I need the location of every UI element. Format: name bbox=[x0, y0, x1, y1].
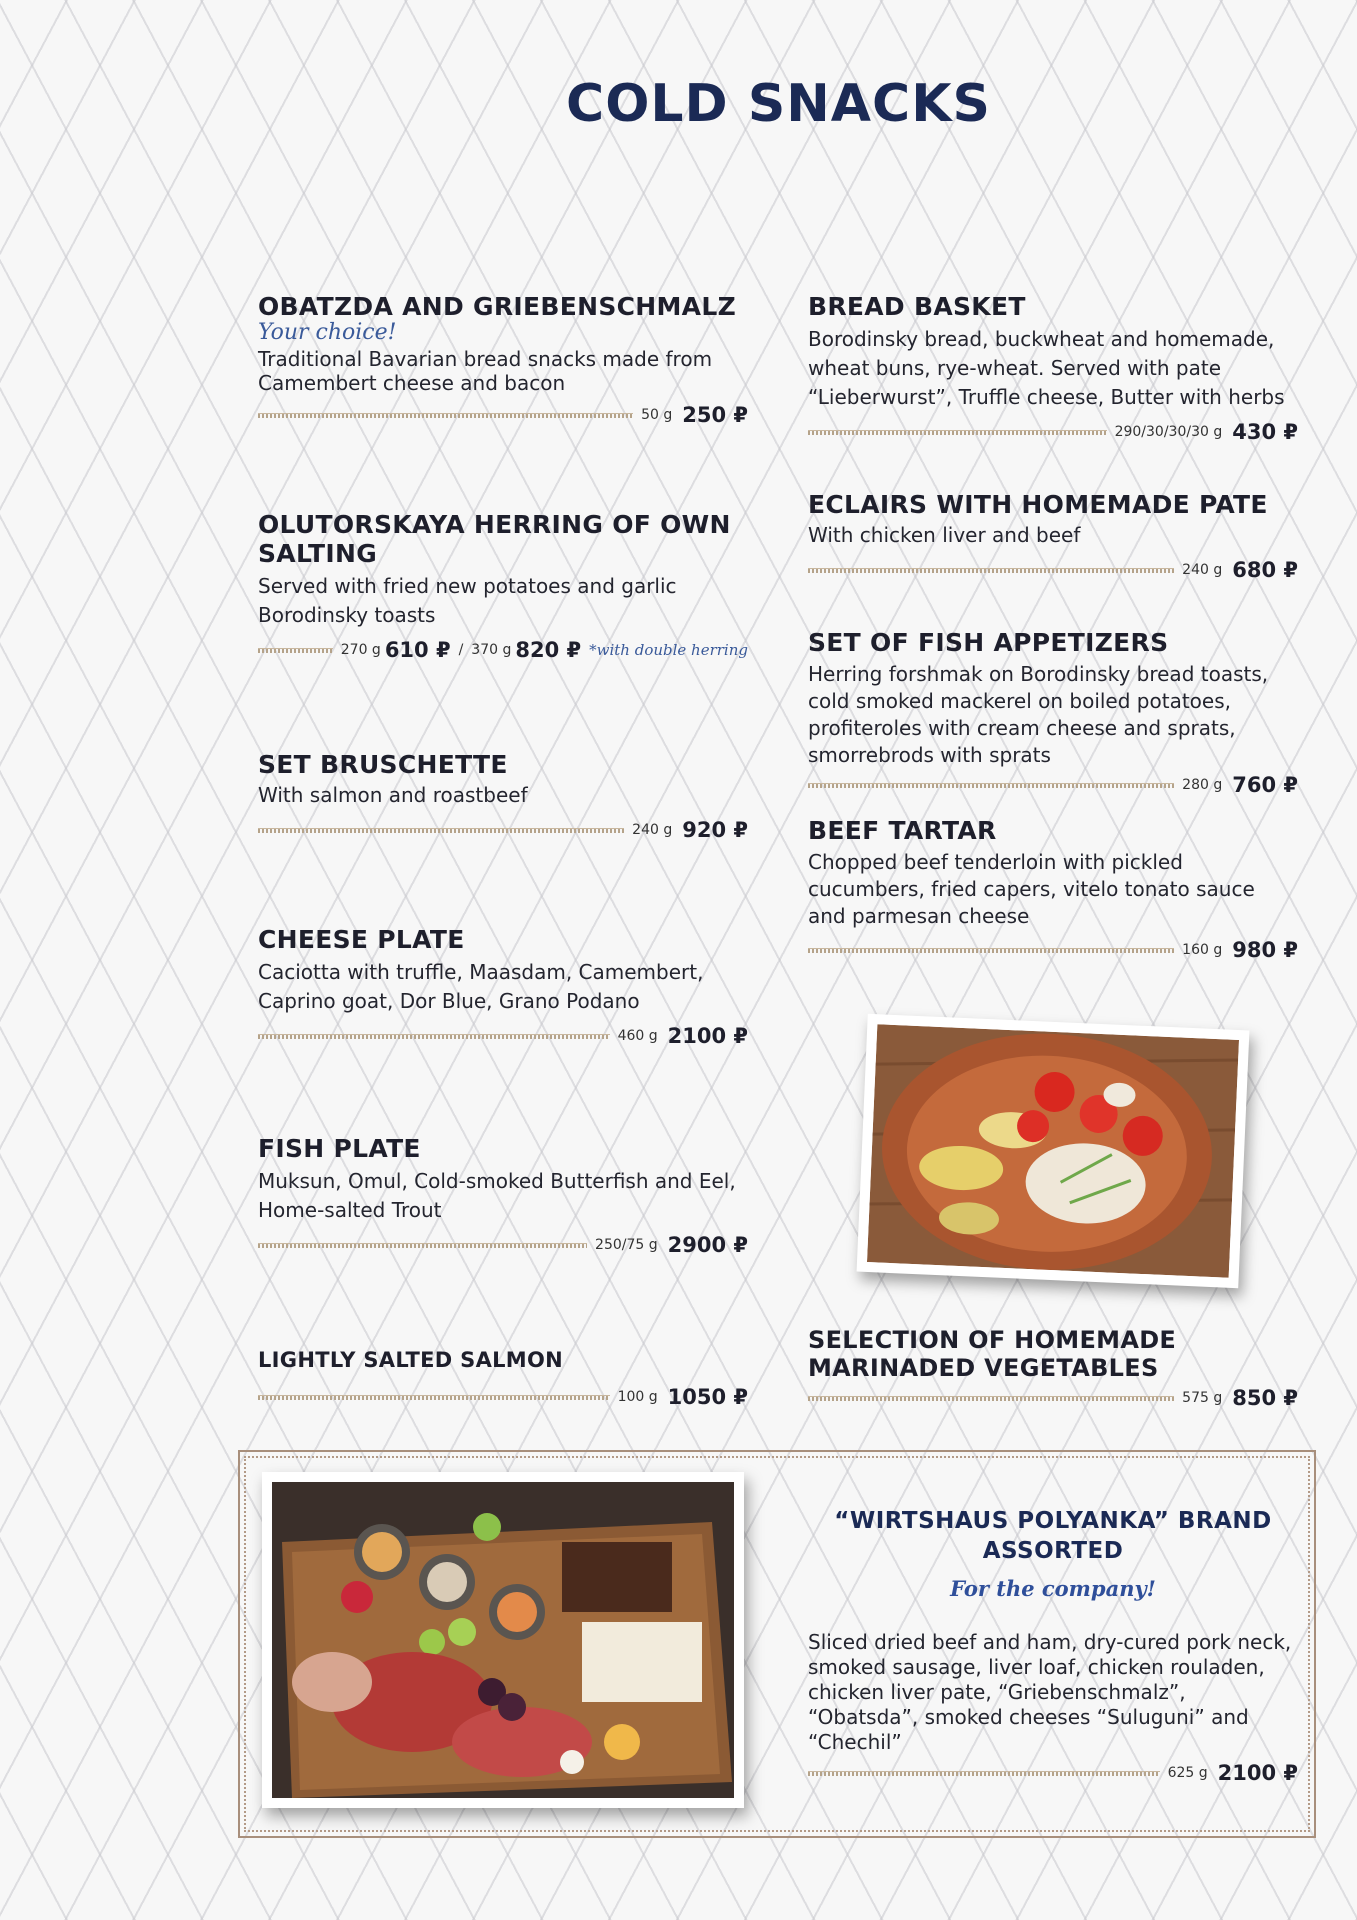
menu-item-obatzda bbox=[258, 292, 748, 429]
item-price: 680 ₽ bbox=[1232, 558, 1298, 582]
item-weight: 460 g bbox=[617, 1028, 658, 1044]
assorted-platter-image bbox=[272, 1482, 734, 1798]
item-description: Borodinsky bread, buckwheat and homemade, wheat buns, rye-wheat. Served with pate “Lieberwurst”, Truffle cheese, Butter with herbs bbox=[808, 327, 1285, 409]
item-price: 760 ₽ bbox=[1232, 773, 1298, 797]
dotted-rule bbox=[808, 948, 1174, 953]
item-weight: 290/30/30/30 g bbox=[1114, 424, 1223, 440]
item-name: ECLAIRS WITH HOMEMADE PATE bbox=[808, 490, 1268, 519]
item-description: With salmon and roastbeef bbox=[258, 783, 528, 807]
price-row bbox=[258, 1231, 748, 1259]
price-row bbox=[808, 1759, 1298, 1787]
item-price-2: 820 ₽ bbox=[515, 638, 582, 662]
assorted-platter-photo bbox=[262, 1472, 744, 1808]
marinated-vegetables-image bbox=[867, 1024, 1239, 1278]
item-price: 250 ₽ bbox=[682, 403, 748, 427]
item-name: BEEF TARTAR bbox=[808, 816, 997, 845]
item-description: Caciotta with truffle, Maasdam, Camembert, Caprino goat, Dor Blue, Grano Podano bbox=[258, 960, 704, 1013]
item-name: CHEESE PLATE bbox=[258, 925, 465, 954]
item-weight: 50 g bbox=[641, 407, 673, 423]
featured-item-description: Sliced dried beef and ham, dry-cured pork neck, smoked sausage, liver loaf, chicken rouladen, chicken liver pate, “Griebenschmalz”, “Obatsda”, smoked cheeses “Suluguni” and “Chechil” bbox=[808, 1630, 1292, 1754]
price-row bbox=[258, 401, 748, 429]
price-separator: / bbox=[458, 642, 464, 658]
dotted-rule bbox=[808, 568, 1174, 573]
price-row bbox=[258, 636, 748, 664]
item-price: 1050 ₽ bbox=[667, 1385, 748, 1409]
item-weight: 160 g bbox=[1182, 942, 1223, 958]
price-row bbox=[258, 816, 748, 844]
price-row bbox=[808, 771, 1298, 799]
dotted-rule bbox=[258, 1243, 587, 1248]
price-row bbox=[808, 936, 1298, 964]
menu-item-fish-appetizers bbox=[808, 628, 1298, 799]
item-name: SELECTION OF HOMEMADE MARINADED VEGETABLES bbox=[808, 1326, 1177, 1382]
marinated-vegetables-photo bbox=[857, 1014, 1250, 1288]
item-note: *with double herring bbox=[589, 641, 748, 659]
price-row bbox=[258, 1022, 748, 1050]
dotted-rule bbox=[808, 1396, 1174, 1401]
menu-item-eclairs bbox=[808, 490, 1298, 584]
item-description: Herring forshmak on Borodinsky bread toasts, cold smoked mackerel on boiled potatoes, profiteroles with cream cheese and sprats, smorrebrods with sprats bbox=[808, 662, 1269, 767]
dotted-rule bbox=[258, 1395, 610, 1400]
item-name: SET BRUSCHETTE bbox=[258, 750, 508, 779]
item-tag: Your choice! bbox=[258, 320, 397, 345]
featured-item-name: “WIRTSHAUS POLYANKA” BRAND ASSORTED bbox=[834, 1508, 1272, 1564]
menu-item-herring bbox=[258, 510, 748, 664]
item-name: SET OF FISH APPETIZERS bbox=[808, 628, 1169, 657]
menu-item-cheese-plate bbox=[258, 925, 748, 1050]
menu-item-bruschette bbox=[258, 750, 748, 844]
dotted-rule bbox=[808, 1771, 1160, 1776]
item-price: 610 ₽ bbox=[384, 638, 451, 662]
featured-item-header bbox=[808, 1506, 1298, 1601]
item-weight: 280 g bbox=[1182, 777, 1223, 793]
item-price: 980 ₽ bbox=[1232, 938, 1298, 962]
price-row bbox=[808, 1384, 1298, 1412]
item-price: 850 ₽ bbox=[1232, 1386, 1298, 1410]
featured-item-weight: 625 g bbox=[1167, 1765, 1208, 1781]
price-row bbox=[258, 1383, 748, 1411]
item-description: Traditional Bavarian bread snacks made from Camembert cheese and bacon bbox=[258, 347, 713, 395]
item-weight: 270 g bbox=[340, 642, 381, 658]
menu-item-bread-basket bbox=[808, 292, 1298, 446]
item-description: Chopped beef tenderloin with pickled cucumbers, fried capers, vitelo tonato sauce and parmesan cheese bbox=[808, 850, 1255, 928]
dotted-rule bbox=[258, 828, 624, 833]
price-row bbox=[808, 556, 1298, 584]
item-weight: 240 g bbox=[632, 822, 673, 838]
item-price: 430 ₽ bbox=[1232, 420, 1298, 444]
item-description: Muksun, Omul, Cold-smoked Butterfish and Eel, Home-salted Trout bbox=[258, 1169, 736, 1222]
item-weight-2: 370 g bbox=[471, 642, 512, 658]
menu-item-marinated-vegetables bbox=[808, 1326, 1298, 1412]
item-price: 2100 ₽ bbox=[667, 1024, 748, 1048]
featured-item-price: 2100 ₽ bbox=[1217, 1761, 1298, 1785]
item-name: OBATZDA AND GRIEBENSCHMALZ bbox=[258, 292, 736, 321]
dotted-rule bbox=[808, 783, 1174, 788]
item-weight: 250/75 g bbox=[595, 1237, 658, 1253]
item-name: LIGHTLY SALTED SALMON bbox=[258, 1348, 564, 1372]
featured-item-details bbox=[808, 1630, 1298, 1787]
dotted-rule bbox=[258, 648, 333, 653]
dotted-rule bbox=[258, 1034, 610, 1039]
page-title: COLD SNACKS bbox=[566, 74, 991, 134]
item-description: Served with fried new potatoes and garlic Borodinsky toasts bbox=[258, 574, 677, 627]
price-row bbox=[808, 418, 1298, 446]
menu-item-fish-plate bbox=[258, 1134, 748, 1259]
item-weight: 575 g bbox=[1182, 1390, 1223, 1406]
item-weight: 240 g bbox=[1182, 562, 1223, 578]
menu-item-beef-tartar bbox=[808, 816, 1298, 964]
dotted-rule bbox=[808, 430, 1107, 435]
item-description: With chicken liver and beef bbox=[808, 523, 1081, 547]
item-weight: 100 g bbox=[617, 1389, 658, 1405]
featured-item-tag: For the company! bbox=[950, 1576, 1156, 1601]
item-price: 2900 ₽ bbox=[667, 1233, 748, 1257]
item-name: BREAD BASKET bbox=[808, 292, 1026, 321]
dotted-rule bbox=[258, 413, 633, 418]
item-name: FISH PLATE bbox=[258, 1134, 421, 1163]
item-price: 920 ₽ bbox=[682, 818, 748, 842]
menu-item-salmon bbox=[258, 1346, 748, 1411]
item-name: OLUTORSKAYA HERRING OF OWN SALTING bbox=[258, 510, 731, 568]
